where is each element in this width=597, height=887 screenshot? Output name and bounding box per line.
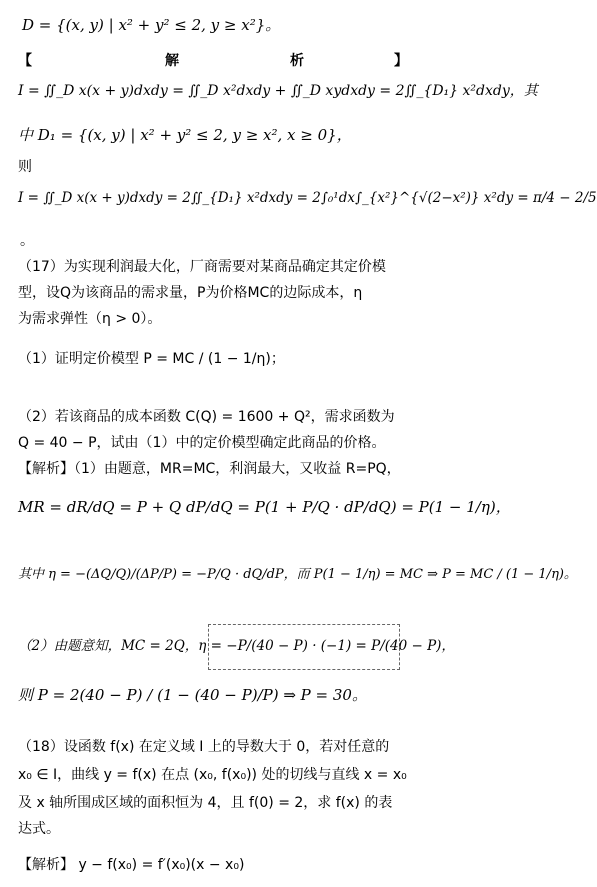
set-definition-D1: 中 D₁ = {(x, y) | x² + y² ≤ 2, y ≥ x², x ≥ 0}，: [18, 126, 352, 144]
heading-char-1: 解: [165, 53, 179, 69]
problem-17-line-2: 型，设Q为该商品的需求量，P为价格MC的边际成本，η: [18, 285, 363, 301]
elasticity-derivation: 其中 η = −(ΔQ/Q)/(ΔP/P) = −P/Q · dQ/dP，而 P(1 − 1/η) = MC ⇒ P = MC / (1 − 1/η)。: [18, 567, 577, 582]
integral-decomposition: I = ∬_D x(x + y)dxdy = ∬_D x²dxdy + ∬_D xydxdy = 2∬_{D₁} x²dxdy，其: [18, 83, 538, 99]
solution-17-intro: 【解析】（1）由题意，MR=MC，利润最大，又收益 R=PQ，: [18, 461, 401, 477]
then-label: 则: [18, 159, 32, 175]
problem-17-part-1: （1）证明定价模型 P = MC / (1 − 1/η)；: [18, 351, 285, 367]
problem-18-line-1: （18）设函数 f(x) 在定义域 I 上的导数大于 0，若对任意的: [18, 739, 390, 755]
problem-17-part-2-line-2: Q = 40 − P，试由（1）中的定价模型确定此商品的价格。: [18, 435, 386, 451]
problem-17-line-1: （17）为实现利润最大化，厂商需要对某商品确定其定价模: [18, 259, 386, 275]
analysis-heading: [0, 54, 426, 70]
problem-17-part-2-line-1: （2）若该商品的成本函数 C(Q) = 1600 + Q²，需求函数为: [18, 409, 395, 425]
integral-result: I = ∬_D x(x + y)dxdy = 2∬_{D₁} x²dxdy = 2∫₀¹dx∫_{x²}^{√(2−x²)} x²dy = π/4 − 2/5: [18, 190, 597, 206]
solution-17-part-2: （2）由题意知，MC = 2Q，η = −P/(40 − P) · (−1) = P/(40 − P)，: [18, 638, 455, 654]
set-definition-D: D = {(x, y) | x² + y² ≤ 2, y ≥ x²}。: [22, 16, 281, 34]
problem-18-line-3: 及 x 轴所围成区域的面积恒为 4，且 f(0) = 2，求 f(x) 的表: [18, 795, 393, 811]
solution-18-intro: 【解析】 y − f(x₀) = f′(x₀)(x − x₀): [18, 857, 245, 873]
bracket-open: 【: [18, 53, 32, 69]
problem-18-line-4: 达式。: [18, 821, 60, 837]
heading-char-2: 析: [290, 53, 304, 69]
bracket-close: 】: [394, 53, 408, 69]
problem-18-line-2: x₀ ∈ I，曲线 y = f(x) 在点 (x₀, f(x₀)) 处的切线与直线 x = x₀: [18, 767, 407, 783]
marginal-revenue-derivation: MR = dR/dQ = P + Q dP/dQ = P(1 + P/Q · dP/dQ) = P(1 − 1/η)，: [18, 498, 511, 516]
end-period: 。: [20, 233, 34, 249]
problem-17-line-3: 为需求弹性（η > 0）。: [18, 311, 162, 327]
price-result: 则 P = 2(40 − P) / (1 − (40 − P)/P) ⇒ P = 30。: [18, 686, 367, 704]
